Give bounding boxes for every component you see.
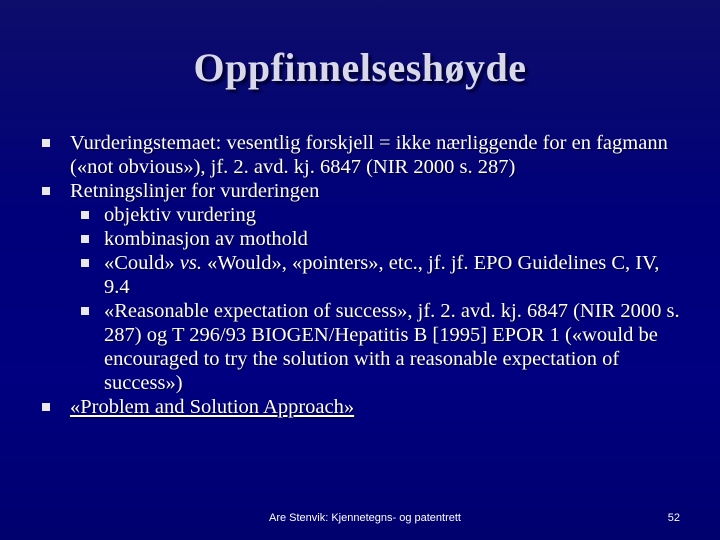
- bullet-text: Vurderingstemaet: vesentlig forskjell = ikke nærliggende for en fagmann («not obvious»), jf. 2. avd. kj. 6847 (NIR 2000 s. 287): [70, 132, 668, 178]
- list-item: [42, 179, 682, 203]
- list-item: [42, 251, 682, 299]
- problem-solution-link[interactable]: «Problem and Solution Approach»: [70, 396, 355, 418]
- list-item: [42, 203, 682, 227]
- square-bullet-icon: [81, 235, 89, 243]
- bullet-text-post: «Would», «pointers», etc., jf. jf. EPO Guidelines C, IV, 9.4: [104, 252, 660, 298]
- bullet-text-em: vs.: [179, 252, 202, 274]
- bullet-text: objektiv vurdering: [104, 204, 257, 226]
- bullet-text: Retningslinjer for vurderingen: [70, 180, 320, 202]
- list-item: [42, 299, 682, 395]
- square-bullet-icon: [42, 187, 50, 195]
- slide-footer: Are Stenvik: Kjennetegns- og patentrett: [268, 512, 461, 524]
- bullet-text: kombinasjon av mothold: [104, 228, 308, 250]
- list-item[interactable]: [42, 395, 682, 419]
- square-bullet-icon: [42, 139, 50, 147]
- bullet-text-pre: «Could»: [104, 252, 180, 274]
- square-bullet-icon: [81, 307, 89, 315]
- bullet-list: [42, 131, 682, 419]
- list-item: [42, 131, 682, 179]
- page-number: 52: [667, 512, 680, 524]
- slide-title: Oppfinnelseshøyde: [193, 45, 527, 90]
- bullet-text: «Reasonable expectation of success», jf. 2. avd. kj. 6847 (NIR 2000 s. 287) og T 296/93 BIOGEN/Hepatitis B [1995] EPOR 1 («would be encouraged to try the solution with a reasonable expectation of success»): [104, 300, 680, 394]
- square-bullet-icon: [81, 259, 89, 267]
- square-bullet-icon: [42, 403, 50, 411]
- list-item: [42, 227, 682, 251]
- square-bullet-icon: [81, 211, 89, 219]
